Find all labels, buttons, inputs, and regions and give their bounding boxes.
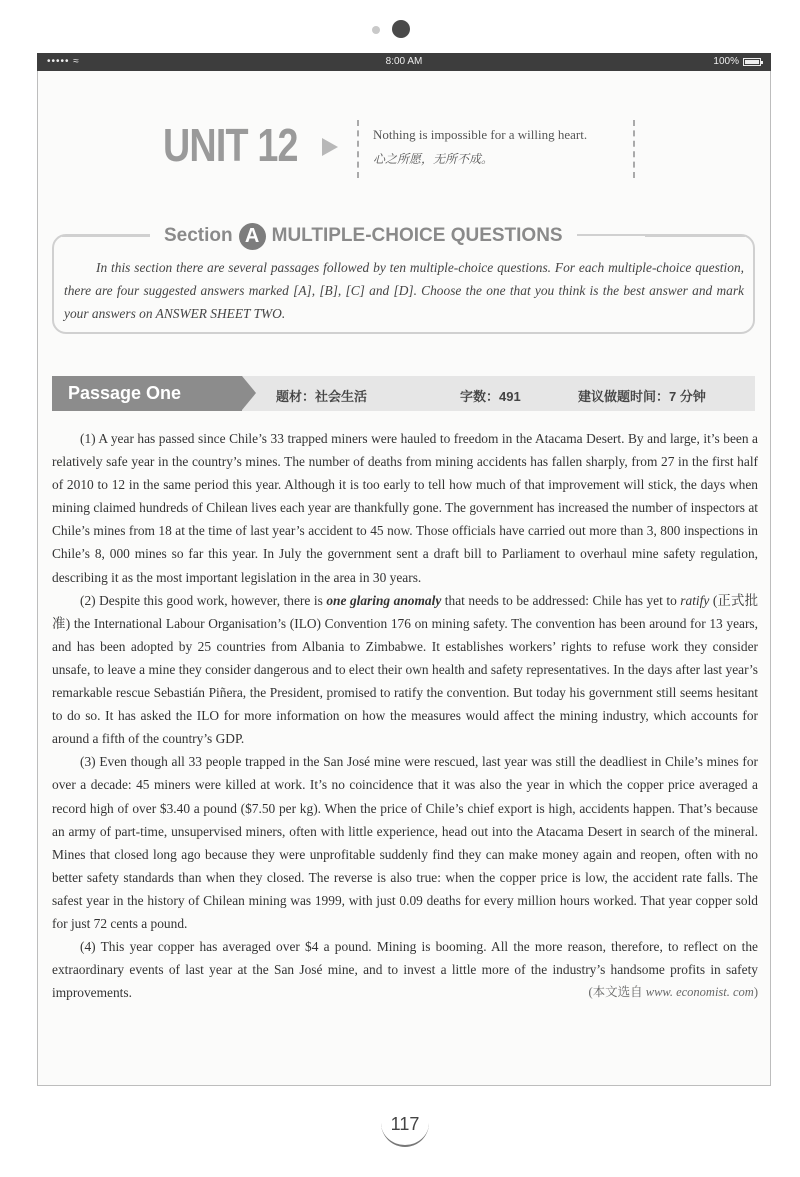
battery-icon [743,58,761,66]
paragraph-4: (4) This year copper has averaged over $4 a pound. Mining is booming. All the more reason, therefore, to reflect on the extraordinary events of last year at the San José mine, and to invest a little more of the industry’s handsome profits in safety improvements. (本文选自 www. economist. com) [52,935,758,1004]
section-rule-right [645,235,745,237]
section-instructions: In this section there are several passages followed by ten multiple-choice questions. For each multiple-choice question, there are four suggested answers marked [A], [B], [C] and [D]. Choose the one that you think is the best answer and mark your answers on ANSWER SHEET TWO. [64,260,744,321]
wifi-icon: ≈ [73,56,80,67]
passage-suggested-time: 建议做题时间：7 分钟 [578,389,706,404]
camera-lens [392,20,410,38]
play-arrow-icon [322,138,338,156]
passage-body [52,427,758,1004]
paragraph-2: (2) Despite this good work, however, there is one glaring anomaly that needs to be addressed: Chile has yet to ratify (正式批准) the International Labour Organisation’s (ILO) Convention 176 on mining safety. The convention has been around for 13 years, and has been adopted by 25 countries from Albania to Zimbabwe. It establishes workers’ rights to refuse work they consider unsafe, to leave a mine they consider dangerous and to elect their own health and safety representatives. In the days after last year’s remarkable rescue Sebastián Piñera, the President, promised to ratify the convention. But today his government still seems hesitant to do so. It has asked the ILO for more information on how the measures would affect the mining industry, which accounts for around a fifth of the country’s GDP. [52,592,758,747]
passage-topic: 题材：社会生活 [276,389,368,404]
page-number: 117 [381,1103,429,1147]
battery-status [713,56,761,67]
source-credit: (本文选自 www. economist. com) [588,985,758,1000]
unit-title: UNIT 12 [163,119,298,171]
passage-label: Passage One [52,376,242,411]
divider-left [357,120,359,178]
battery-percent: 100% [713,56,739,67]
section-heading [150,220,577,252]
status-bar [37,53,771,71]
status-time: 8:00 AM [385,56,423,67]
section-title: MULTIPLE-CHOICE QUESTIONS [271,225,563,246]
paragraph-1: (1) A year has passed since Chile’s 33 trapped miners were hauled to freedom in the Atacama Desert. By and large, it’s been a relatively safe year in the country’s mines. The number of deaths from mining accidents has fallen sharply, from 27 in the first half of 2010 to 12 in the same period this year. Although it is too early to tell how much of that improvement will stick, the days when mining claimed hundreds of Chilean lives each year are thankfully gone. The government has increased the number of inspectors at Chile’s mines from 18 at the time of last year’s accident to 45 now. Those officials have carried out more than 3, 800 inspections in Chile’s 8, 000 mines so far this year. In July the government sent a draft bill to Parliament to overhaul mine safety regulation, describing it as the most important legislation in the area in 30 years. [52,431,758,585]
signal-indicator: ••••• ≈ [47,56,80,67]
ratify-word: ratify [680,592,710,608]
motto-chinese: 心之所愿，无所不成。 [373,152,494,166]
section-word: Section [164,225,233,246]
sensor-dot [372,26,380,34]
section-letter-badge: A [239,223,266,250]
paragraph-3: (3) Even though all 33 people trapped in the San José mine were rescued, last year was still the deadliest in Chile’s mines for over a decade: 45 miners were killed at work. It’s no coincidence that it was also the year in which the copper price averaged a record high of over $3.40 a pound ($7.50 per kg). When the price of Chile’s chief export is high, accidents happen. That’s because an army of part-time, unsupervised miners, often with little experience, head out into the Atacama Desert in search of the mineral. Mines that closed long ago because they were unprofitable suddenly find they can make money again and reopen, often with no better safety standards than when they closed. The reverse is also true: when the copper price is low, the accident rate falls. The safest year in the history of Chilean mining was 1999, with just 0.09 deaths for every million hours worked. That year copper sold for just 72 cents a pound. [52,754,758,931]
divider-right [633,120,635,178]
passage-label-tip [242,376,256,410]
highlight-phrase: one glaring anomaly [326,592,442,608]
motto-english: Nothing is impossible for a willing heart. [373,127,588,142]
section-rule-left [62,235,152,237]
camera-dots [0,19,800,43]
passage-word-count: 字数：491 [460,389,521,404]
